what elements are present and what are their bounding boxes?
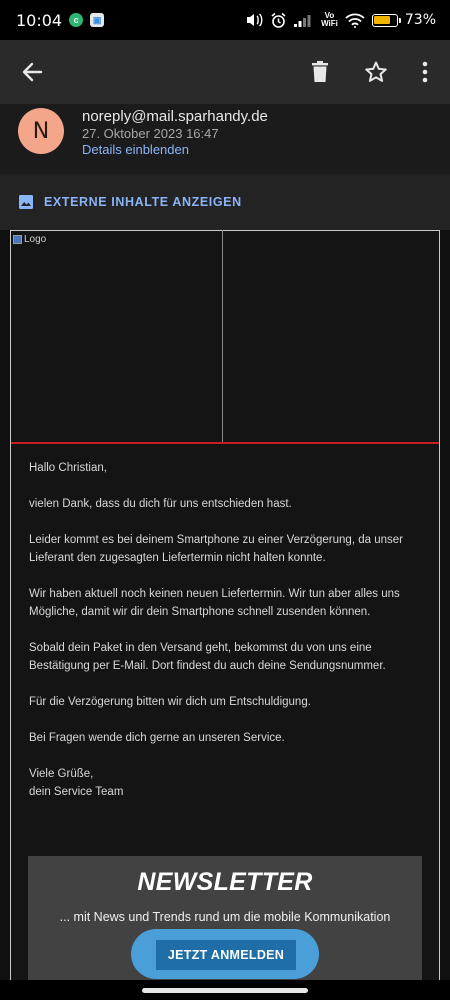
logo-image <box>13 234 46 245</box>
paragraph: Für die Verzögerung bitten wir dich um Entschuldigung. <box>29 696 311 708</box>
greeting: Hallo Christian, <box>29 462 107 474</box>
newsletter-title: NEWSLETTER <box>137 868 313 896</box>
image-icon <box>18 194 34 210</box>
status-bar <box>0 0 450 40</box>
sender-header <box>0 104 450 174</box>
paragraph: Sobald dein Paket in den Versand geht, bekommst du von uns eine Bestätigung per E-Mail. Dort findest du auch deine Sendungsnummer. <box>29 642 386 672</box>
wifi-icon <box>345 13 365 28</box>
home-gesture-handle[interactable] <box>142 988 308 993</box>
broken-image-icon <box>13 235 22 244</box>
newsletter-subtitle: ... mit News und Trends rund um die mobile Kommunikation <box>59 910 391 924</box>
vowifi-indicator <box>321 12 338 28</box>
battery-fill <box>374 16 389 24</box>
show-external-content-button[interactable] <box>0 174 450 230</box>
subscribe-button[interactable]: JETZT ANMELDEN <box>156 940 296 970</box>
paragraph: Wir haben aktuell noch keinen neuen Liefertermin. Wir tun aber alles uns Mögliche, damit wir dir dein Smartphone schnell zusenden können. <box>29 588 400 618</box>
vowifi-top: Vo <box>324 11 335 20</box>
show-details-link[interactable]: Details einblenden <box>82 142 189 157</box>
top-app-bar <box>0 40 450 104</box>
paragraph: Bei Fragen wende dich gerne an unseren Service. <box>29 732 285 744</box>
paragraph: Leider kommt es bei deinem Smartphone zu einer Verzögerung, da unser Lieferant den zugesagten Liefertermin nicht halten konnte. <box>29 534 403 564</box>
closing-line: Viele Grüße, <box>29 768 94 780</box>
alarm-icon <box>270 12 287 29</box>
status-time: 10:04 <box>16 10 63 30</box>
star-outline-icon <box>364 60 388 84</box>
battery-icon <box>372 14 398 27</box>
logo-cell <box>10 230 223 444</box>
show-external-content-label: EXTERNE INHALTE ANZEIGEN <box>44 195 242 209</box>
call-recorder-icon: c <box>69 13 83 27</box>
vibrate-icon <box>245 12 263 28</box>
trash-icon <box>310 61 330 83</box>
message-date: 27. Oktober 2023 16:47 <box>82 126 219 141</box>
delete-button[interactable] <box>302 54 338 90</box>
more-options-button[interactable] <box>407 54 443 90</box>
back-button[interactable] <box>14 54 50 90</box>
paragraph: vielen Dank, dass du dich für uns entschieden hast. <box>29 498 292 510</box>
star-button[interactable] <box>358 54 394 90</box>
status-right <box>245 12 436 29</box>
header-divider <box>11 442 439 444</box>
avatar[interactable]: N <box>18 108 64 154</box>
logo-alt-text: Logo <box>24 234 47 245</box>
status-left <box>16 11 104 30</box>
signature: dein Service Team <box>29 786 124 798</box>
mail-text <box>29 459 419 801</box>
vowifi-bottom: WiFi <box>321 19 338 28</box>
arrow-left-icon <box>21 61 43 83</box>
signal-icon <box>294 13 314 27</box>
battery-percent: 73% <box>404 12 436 28</box>
sender-email: noreply@mail.sparhandy.de <box>82 108 268 125</box>
navigation-bar <box>0 980 450 1000</box>
calendar-app-icon: ▣ <box>90 13 104 27</box>
more-vert-icon <box>421 61 429 83</box>
